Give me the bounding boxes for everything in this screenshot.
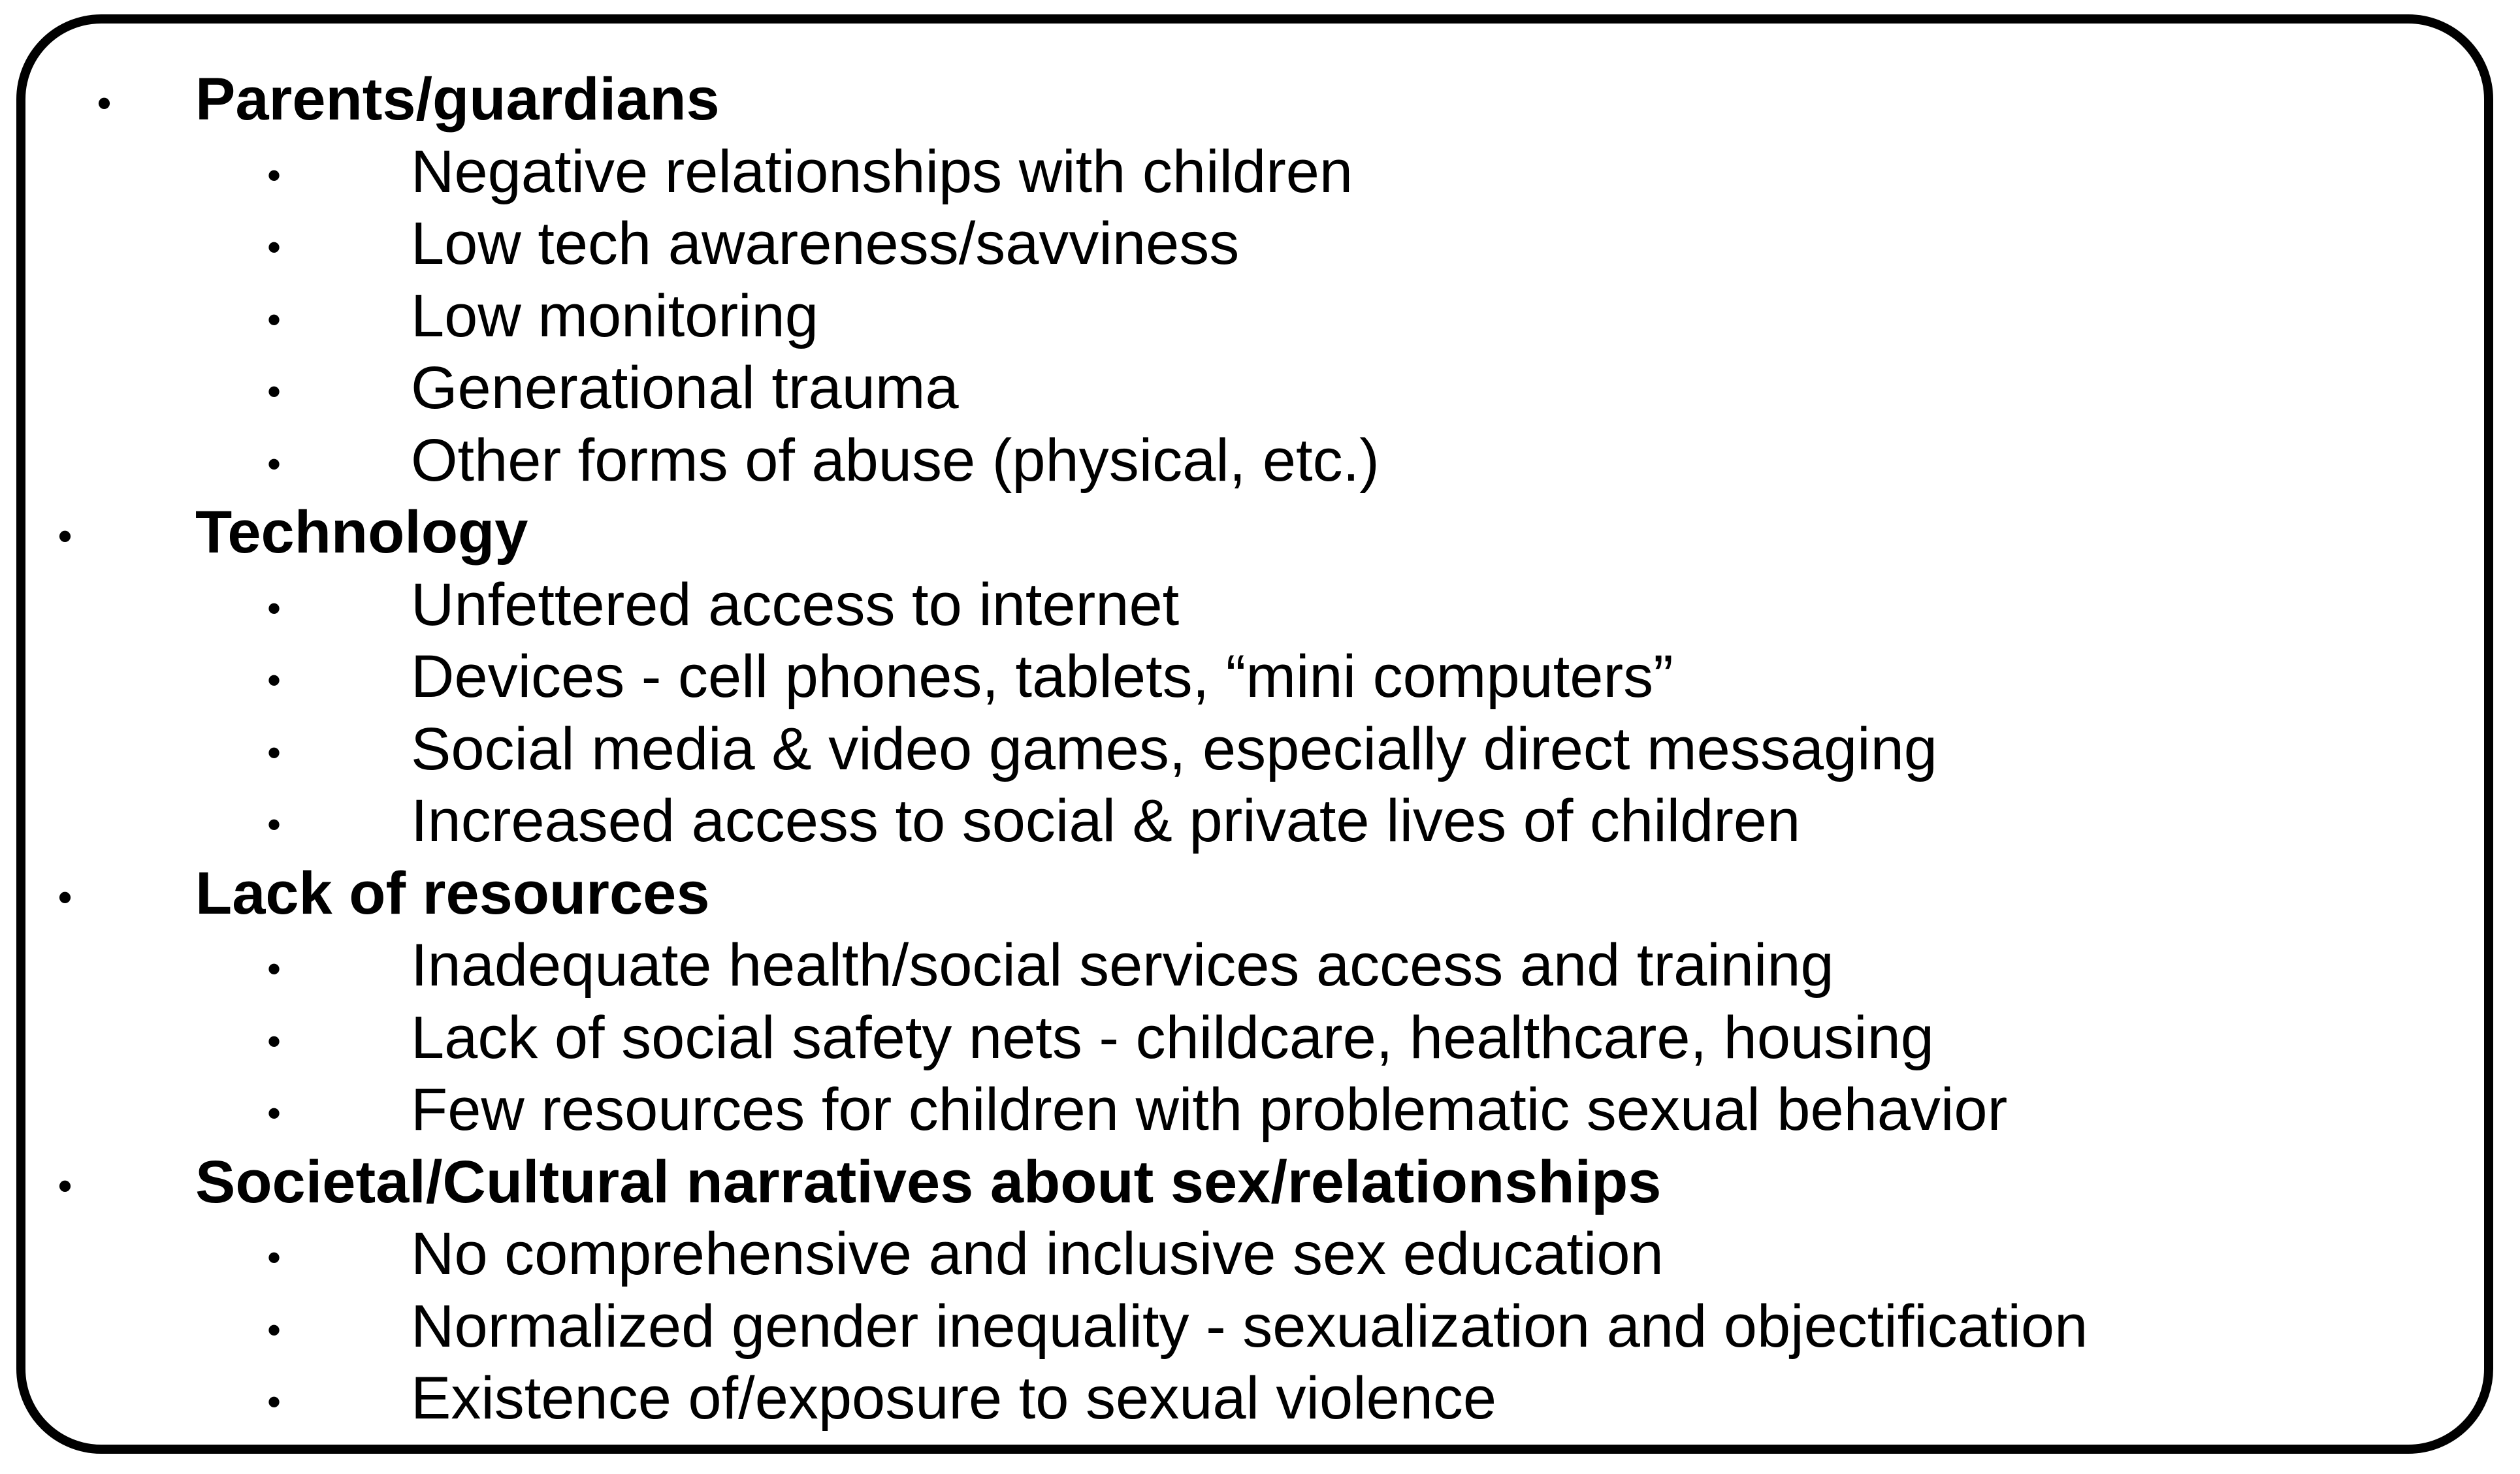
bullet-dot: • bbox=[97, 81, 112, 125]
list-item-text: Lack of social safety nets - childcare, healthcare, housing bbox=[411, 1004, 1934, 1071]
section-heading: Parents/guardians bbox=[195, 66, 720, 133]
content-box bbox=[16, 14, 2493, 1454]
bullet-dot: • bbox=[267, 297, 282, 342]
section-heading: Technology bbox=[195, 499, 528, 566]
bullet-dot: • bbox=[58, 874, 73, 919]
bullet-dot: • bbox=[267, 803, 282, 846]
bullet-dot: • bbox=[267, 153, 282, 197]
bullet-dot: • bbox=[267, 658, 282, 702]
list-item-text: Negative relationships with children bbox=[411, 138, 1353, 205]
list-item-text: Existence of/exposure to sexual violence bbox=[411, 1365, 1497, 1432]
bullet-dot: • bbox=[267, 1236, 282, 1279]
bullet-dot: • bbox=[58, 514, 73, 558]
list-item-text: Low monitoring bbox=[411, 282, 818, 349]
list-item-text: Generational trauma bbox=[411, 355, 959, 421]
bullet-dot: • bbox=[267, 225, 282, 269]
bullet-list bbox=[25, 24, 2484, 1445]
bullet-dot: • bbox=[267, 1091, 282, 1135]
bullet-dot: • bbox=[267, 1307, 282, 1352]
list-item-text: No comprehensive and inclusive sex education bbox=[411, 1221, 1664, 1287]
bullet-dot: • bbox=[267, 947, 282, 991]
bullet-dot: • bbox=[58, 1163, 73, 1208]
list-item-text: Social media & video games, especially direct messaging bbox=[411, 715, 1937, 782]
bullet-dot: • bbox=[267, 370, 282, 413]
list-item-text: Unfettered access to internet bbox=[411, 571, 1180, 638]
bullet-dot: • bbox=[267, 441, 282, 486]
section-heading: Lack of resources bbox=[195, 859, 710, 927]
bullet-dot: • bbox=[267, 730, 282, 775]
list-item-text: Inadequate health/social services access and training bbox=[411, 932, 1834, 999]
list-item-text: Increased access to social & private lives of children bbox=[411, 788, 1801, 854]
list-item-text: Other forms of abuse (physical, etc.) bbox=[411, 426, 1380, 494]
list-item-text: Devices - cell phones, tablets, “mini computers” bbox=[411, 643, 1673, 710]
bullet-dot: • bbox=[267, 1380, 282, 1424]
list-item-text: Normalized gender inequality - sexualization and objectification bbox=[411, 1292, 2088, 1360]
bullet-dot: • bbox=[267, 586, 282, 630]
section-heading: Societal/Cultural narratives about sex/relationships bbox=[195, 1148, 1662, 1215]
list-item-text: Few resources for children with problematic sexual behavior bbox=[411, 1076, 2008, 1143]
list-item-text: Low tech awareness/savviness bbox=[411, 210, 1240, 277]
bullet-dot: • bbox=[267, 1019, 282, 1063]
